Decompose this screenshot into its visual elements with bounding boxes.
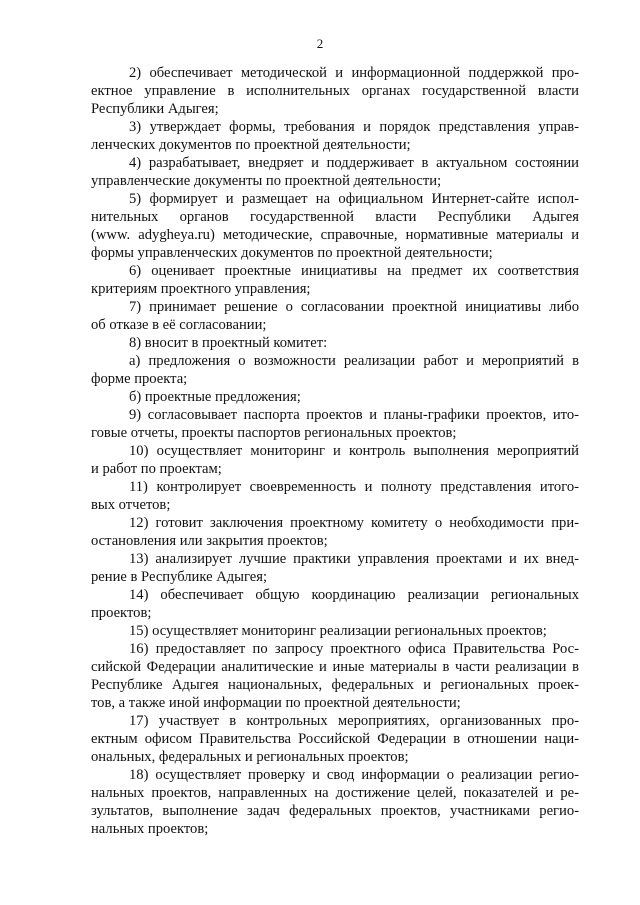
paragraph-line: формы управленческих документов по проектной деятельности; bbox=[91, 245, 493, 261]
paragraph-line: рение в Республике Адыгея; bbox=[91, 569, 268, 585]
paragraph-line: 17) участвует в контрольных мероприятиях, организованных про- bbox=[129, 713, 579, 729]
paragraph-line: тов, а также иной информации по проектной деятельности; bbox=[91, 695, 461, 711]
paragraph-line: 2) обеспечивает методической и информационной поддержкой про- bbox=[129, 65, 579, 81]
paragraph-line: 13) анализирует лучшие практики управления проектами и их внед- bbox=[129, 551, 579, 567]
paragraph bbox=[91, 64, 579, 118]
paragraph-line: 8) вносит в проектный комитет: bbox=[129, 335, 328, 351]
paragraph bbox=[91, 262, 579, 298]
paragraph-line: ектное управление в исполнительных органах государственной власти bbox=[91, 83, 579, 99]
document-body bbox=[91, 64, 579, 838]
paragraph-line: 18) осуществляет проверку и свод информации о реализации регио- bbox=[129, 767, 579, 783]
paragraph bbox=[91, 334, 579, 352]
paragraph bbox=[91, 388, 579, 406]
paragraph-line: сийской Федерации аналитические и иные материалы в части реализации в bbox=[91, 659, 579, 675]
paragraph-line: (www. adygheya.ru) методические, справочные, нормативные материалы и bbox=[91, 227, 579, 243]
paragraph-line: 10) осуществляет мониторинг и контроль выполнения мероприятий bbox=[129, 443, 579, 459]
paragraph bbox=[91, 640, 579, 712]
paragraph-line: Республике Адыгея национальных, федеральных и региональных проек- bbox=[91, 677, 579, 693]
paragraph-line: нальных проектов, направленных на достижение целей, показателей и ре- bbox=[91, 785, 579, 801]
paragraph-line: Республики Адыгея; bbox=[91, 101, 219, 117]
paragraph-line: 6) оценивает проектные инициативы на предмет их соответствия bbox=[129, 263, 579, 279]
paragraph bbox=[91, 586, 579, 622]
paragraph-line: 15) осуществляет мониторинг реализации региональных проектов; bbox=[129, 623, 547, 639]
paragraph-line: 16) предоставляет по запросу проектного офиса Правительства Рос- bbox=[129, 641, 579, 657]
paragraph bbox=[91, 298, 579, 334]
paragraph-line: 7) принимает решение о согласовании проектной инициативы либо bbox=[129, 299, 579, 315]
paragraph-line: 9) согласовывает паспорта проектов и планы-графики проектов, ито- bbox=[129, 407, 579, 423]
paragraph-line: зультатов, выполнение задач федеральных проектов, участниками регио- bbox=[91, 803, 579, 819]
paragraph-line: 14) обеспечивает общую координацию реализации региональных bbox=[129, 587, 579, 603]
paragraph-line: 12) готовит заключения проектному комитету о необходимости при- bbox=[129, 515, 579, 531]
paragraph-line: б) проектные предложения; bbox=[129, 389, 301, 405]
paragraph-line: проектов; bbox=[91, 605, 152, 621]
paragraph bbox=[91, 442, 579, 478]
paragraph-line: ональных, федеральных и региональных проектов; bbox=[91, 749, 409, 765]
paragraph bbox=[91, 154, 579, 190]
paragraph-line: а) предложения о возможности реализации работ и мероприятий в bbox=[129, 353, 579, 369]
paragraph-line: 4) разрабатывает, внедряет и поддерживает в актуальном состоянии bbox=[129, 155, 579, 171]
paragraph bbox=[91, 118, 579, 154]
paragraph-line: 11) контролирует своевременность и полноту представления итого- bbox=[129, 479, 579, 495]
paragraph-line: ленческих документов по проектной деятельности; bbox=[91, 137, 411, 153]
page-number: 2 bbox=[316, 36, 324, 51]
paragraph-line: форме проекта; bbox=[91, 371, 188, 387]
paragraph-line: говые отчеты, проекты паспортов региональных проектов; bbox=[91, 425, 457, 441]
paragraph bbox=[91, 406, 579, 442]
paragraph bbox=[91, 514, 579, 550]
paragraph-line: нительных органов государственной власти Республики Адыгея bbox=[91, 209, 579, 225]
paragraph bbox=[91, 478, 579, 514]
paragraph-line: и работ по проектам; bbox=[91, 461, 222, 477]
paragraph-line: нальных проектов; bbox=[91, 821, 209, 837]
paragraph-line: вых отчетов; bbox=[91, 497, 171, 513]
paragraph-line: управленческие документы по проектной деятельности; bbox=[91, 173, 442, 189]
paragraph-line: ектным офисом Правительства Российской Федерации в отношении наци- bbox=[91, 731, 579, 747]
paragraph-line: 3) утверждает формы, требования и порядок представления управ- bbox=[129, 119, 579, 135]
paragraph-line: об отказе в её согласовании; bbox=[91, 317, 267, 333]
paragraph-line: критериям проектного управления; bbox=[91, 281, 311, 297]
paragraph bbox=[91, 352, 579, 388]
paragraph-line: остановления или закрытия проектов; bbox=[91, 533, 328, 549]
paragraph bbox=[91, 622, 579, 640]
paragraph bbox=[91, 712, 579, 766]
paragraph bbox=[91, 190, 579, 262]
paragraph-line: 5) формирует и размещает на официальном Интернет-сайте испол- bbox=[129, 191, 579, 207]
paragraph bbox=[91, 766, 579, 838]
paragraph bbox=[91, 550, 579, 586]
